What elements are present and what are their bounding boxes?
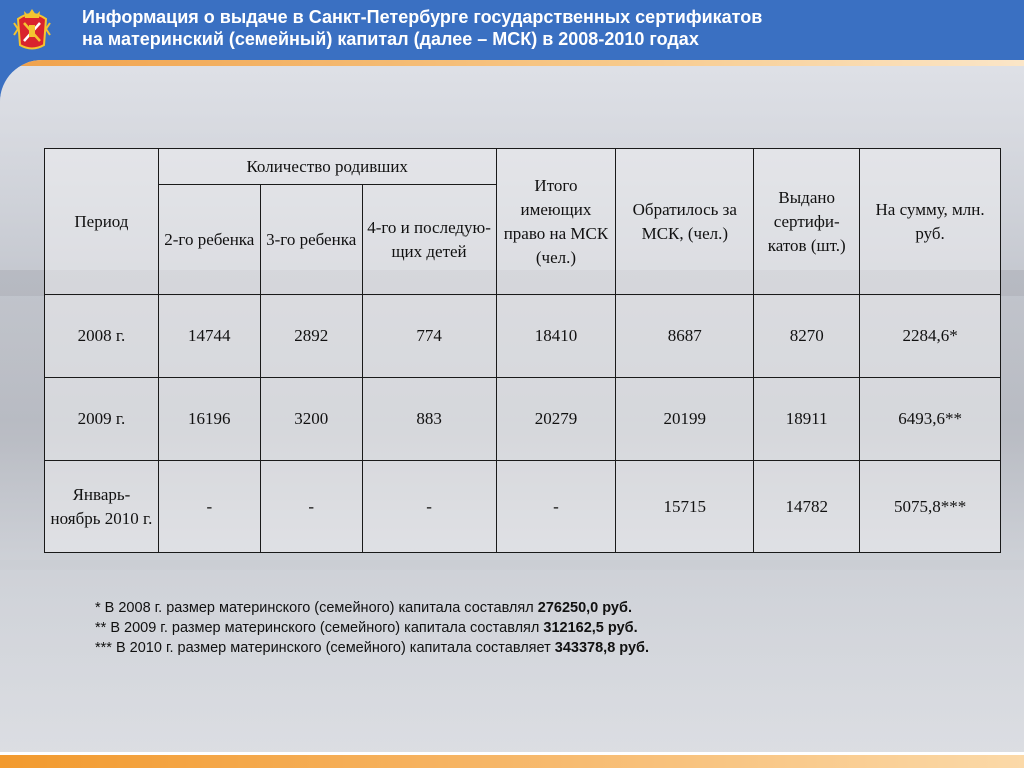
page-title — [82, 6, 1012, 50]
cell-applied: 20199 — [616, 378, 754, 461]
cell-period: 2009 г. — [45, 378, 159, 461]
footnote-2010 — [95, 638, 955, 658]
cell-sum: 6493,6** — [860, 378, 1001, 461]
page-title-line-2: на материнский (семейный) капитал (далее – МСК) в 2008-2010 годах — [82, 29, 699, 49]
table-row — [45, 461, 1001, 553]
cell-third: - — [260, 461, 362, 553]
cell-applied: 15715 — [616, 461, 754, 553]
header-second-child: 2-го ребенка — [158, 185, 260, 295]
footnote-value: 343378,8 руб. — [554, 640, 650, 656]
cell-period: Январь-ноябрь 2010 г. — [45, 461, 159, 553]
footnote-text: *** В 2010 г. размер материнского (семейного) капитала составляет — [95, 640, 555, 656]
header-applied: Обратилось за МСК, (чел.) — [616, 149, 754, 295]
footnote-2008 — [95, 598, 955, 618]
cell-fourth: 883 — [362, 378, 496, 461]
footnote-text: ** В 2009 г. размер материнского (семейного) капитала составлял — [95, 620, 544, 636]
page-title-line-1: Информация о выдаче в Санкт-Петербурге государственных сертификатов — [82, 7, 763, 27]
header-bar — [0, 0, 1024, 60]
cell-sum: 5075,8*** — [860, 461, 1001, 553]
certificates-table — [44, 148, 1001, 553]
table-row — [45, 378, 1001, 461]
cell-third: 3200 — [260, 378, 362, 461]
cell-sum: 2284,6* — [860, 295, 1001, 378]
cell-total: 18410 — [496, 295, 616, 378]
header-total-eligible: Итого имеющих право на МСК (чел.) — [496, 149, 616, 295]
cell-period: 2008 г. — [45, 295, 159, 378]
footnote-2009 — [95, 618, 955, 638]
header-fourth-plus: 4-го и последую-щих детей — [362, 185, 496, 295]
table-row — [45, 295, 1001, 378]
cell-third: 2892 — [260, 295, 362, 378]
cell-fourth: - — [362, 461, 496, 553]
footnote-value: 276250,0 руб. — [537, 600, 632, 616]
header-period: Период — [45, 149, 159, 295]
cell-second: 14744 — [158, 295, 260, 378]
cell-fourth: 774 — [362, 295, 496, 378]
cell-total: 20279 — [496, 378, 616, 461]
footnotes — [95, 598, 955, 658]
cell-second: 16196 — [158, 378, 260, 461]
cell-second: - — [158, 461, 260, 553]
footnote-text: * В 2008 г. размер материнского (семейного) капитала составлял — [95, 600, 538, 616]
coat-of-arms-icon — [8, 5, 56, 53]
header-sum: На сумму, млн. руб. — [860, 149, 1001, 295]
cell-applied: 8687 — [616, 295, 754, 378]
header-third-child: 3-го ребенка — [260, 185, 362, 295]
cell-issued: 14782 — [754, 461, 860, 553]
cell-issued: 8270 — [754, 295, 860, 378]
cell-total: - — [496, 461, 616, 553]
header-births-group: Количество родивших — [158, 149, 496, 185]
header-issued: Выдано сертифи-катов (шт.) — [754, 149, 860, 295]
cell-issued: 18911 — [754, 378, 860, 461]
footnote-value: 312162,5 руб. — [543, 620, 638, 636]
bottom-accent-bar — [0, 752, 1024, 768]
